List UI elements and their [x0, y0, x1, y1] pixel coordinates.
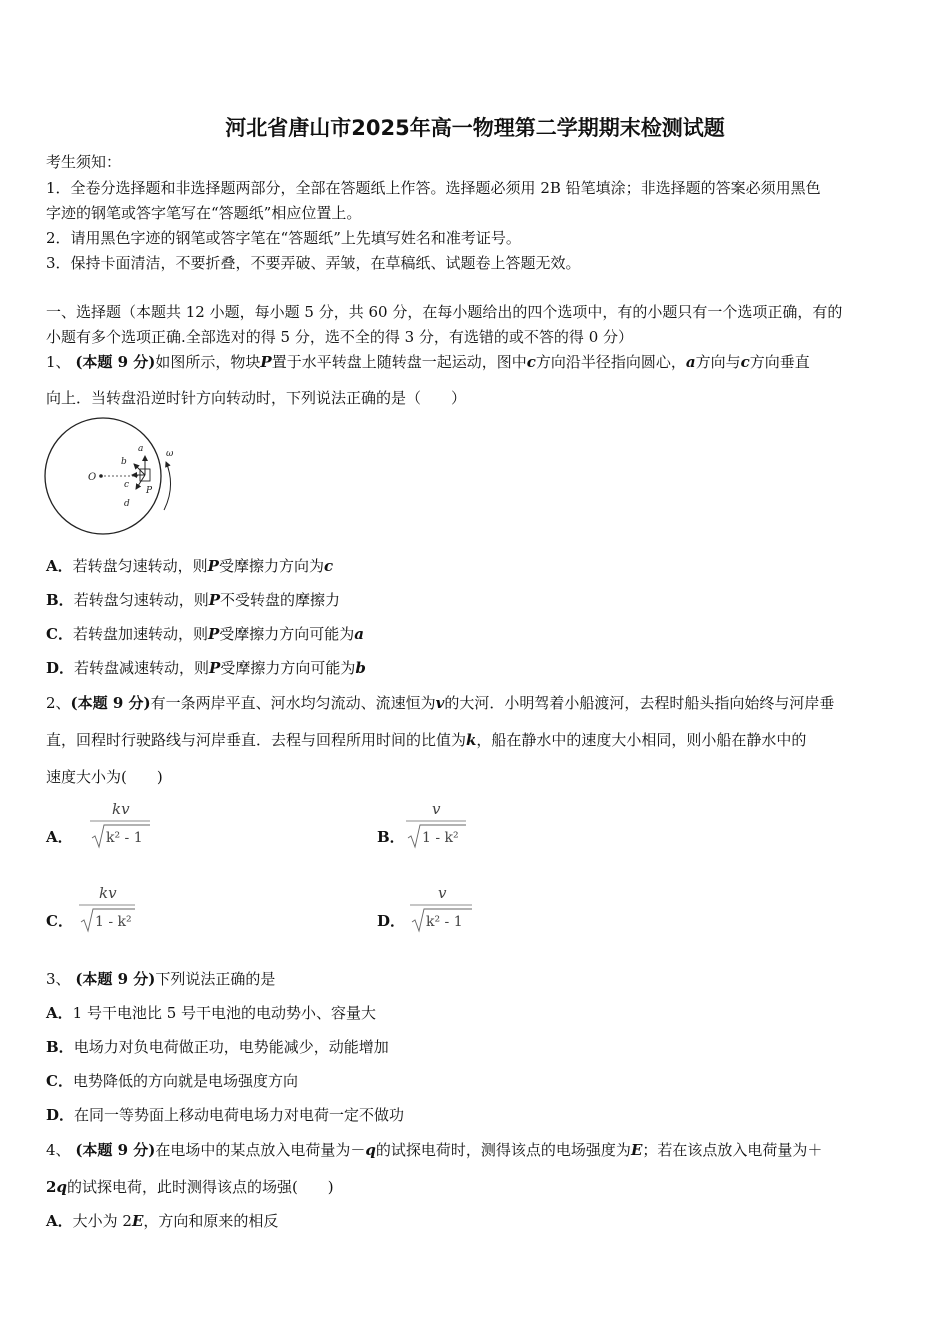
- q1-option-c: [46, 624, 364, 644]
- q2-text: 直，回程时行驶路线与河岸垂直．去程与回程所用时间的比值为: [46, 731, 467, 749]
- q1-var-a: a: [685, 353, 696, 371]
- q1-text: 方向与: [695, 353, 741, 371]
- q2-option-c-label: C．: [46, 912, 73, 930]
- fraction-denominator: k² - 1: [426, 914, 463, 930]
- option-var: P: [207, 625, 220, 643]
- option-label: B．: [46, 591, 74, 609]
- q2-option-c-fraction: [79, 884, 141, 936]
- q2-option-b-fraction: [406, 800, 468, 852]
- q4-text: 的试探电荷，此时测得该点的场强( ): [66, 1178, 334, 1196]
- label-b: b: [121, 457, 127, 467]
- option-text: 电场力对负电荷做正功，电势能减少，动能增加: [73, 1038, 389, 1056]
- q2-text: 的大河．小明驾着小船渡河，去程时船头指向始终与河岸垂: [444, 694, 835, 712]
- option-text: 若转盘减速转动，则: [74, 659, 210, 677]
- fraction-numerator: v: [432, 800, 441, 818]
- q2-option-a-fraction: [90, 800, 152, 852]
- q1-var-p: P: [260, 353, 272, 371]
- q4-coefficient: 2: [46, 1178, 57, 1196]
- option-text: 电势降低的方向就是电场强度方向: [72, 1072, 298, 1090]
- notice-item-1-cont: 字迹的钢笔或答字笔写在“答题纸”相应位置上。: [46, 204, 362, 222]
- q4-var-q: q: [56, 1178, 67, 1196]
- rotation-arrow: [164, 462, 171, 510]
- q4-option-a: [46, 1211, 278, 1231]
- option-label: C．: [46, 1072, 73, 1090]
- option-var: P: [207, 557, 219, 575]
- option-label: C．: [46, 625, 73, 643]
- option-text: 不受转盘的摩擦力: [219, 591, 340, 609]
- q3-option-c: [46, 1071, 298, 1091]
- q3-stem: [46, 969, 275, 989]
- q1-option-a: [46, 556, 333, 576]
- notice-heading: 考生须知：: [46, 153, 122, 171]
- q1-turntable-figure: [40, 414, 190, 540]
- option-text: 1 号干电池比 5 号干电池的电动势小、容量大: [72, 1004, 377, 1022]
- option-var: P: [209, 659, 221, 677]
- q1-option-d: [46, 658, 366, 678]
- option-label: A．: [46, 557, 73, 575]
- q1-number: 1、: [46, 353, 71, 371]
- q3-option-a: [46, 1003, 376, 1023]
- q1-text: 方向沿半径指向圆心，: [535, 353, 686, 371]
- center-dot: [99, 474, 103, 478]
- arrow-d: [136, 475, 145, 489]
- q2-option-d-fraction: [410, 884, 476, 936]
- option-label: D．: [46, 1106, 75, 1124]
- label-p: P: [146, 486, 153, 496]
- q1-text: 如图所示，物块: [155, 353, 261, 371]
- page-title: 河北省唐山市2025年高一物理第二学期期末检测试题: [225, 116, 725, 140]
- section-header-line-1: 一、选择题（本题共 12 小题，每小题 5 分，共 60 分，在每小题给出的四个选项中，有的小题只有一个选项正确，有的: [46, 303, 843, 321]
- fraction-denominator: 1 - k²: [422, 830, 459, 846]
- option-label: A．: [46, 1212, 73, 1230]
- option-text: 受摩擦力方向可能为: [220, 659, 356, 677]
- q2-var-k: k: [466, 731, 477, 749]
- option-label: B．: [46, 1038, 74, 1056]
- fraction-numerator: v: [438, 884, 447, 902]
- option-label: D．: [46, 659, 75, 677]
- label-d: d: [124, 499, 130, 509]
- q2-stem-line-3: 速度大小为( ): [46, 768, 163, 786]
- q1-stem-line-1: [46, 352, 810, 372]
- q3-option-d: [46, 1105, 404, 1125]
- q2-number: 2、: [46, 694, 71, 712]
- q2-score: (本题 9 分): [70, 694, 151, 712]
- q4-number: 4、: [46, 1141, 71, 1159]
- q1-option-b: [46, 590, 340, 610]
- option-text: ，方向和原来的相反: [143, 1212, 279, 1230]
- q1-text: 置于水平转盘上随转盘一起运动，图中: [271, 353, 527, 371]
- option-label: A．: [46, 1004, 73, 1022]
- q4-stem-line-1: [46, 1140, 822, 1160]
- option-text: 若转盘匀速转动，则: [73, 591, 209, 609]
- option-text: 若转盘匀速转动，则: [72, 557, 208, 575]
- option-var: E: [131, 1212, 144, 1230]
- option-text: 大小为 2: [72, 1212, 132, 1230]
- option-text: 在同一等势面上移动电荷电场力对电荷一定不做功: [74, 1106, 405, 1124]
- notice-item-1: 1．全卷分选择题和非选择题两部分，全部在答题纸上作答。选择题必须用 2B 铅笔填涂；非选择题的答案必须用黑色: [46, 179, 821, 197]
- q4-var-q: q: [365, 1141, 376, 1159]
- notice-item-2: 2．请用黑色字迹的钢笔或答字笔在“答题纸”上先填写姓名和准考证号。: [46, 229, 521, 247]
- option-var: P: [208, 591, 220, 609]
- q2-text: 有一条两岸平直、河水均匀流动、流速恒为: [150, 694, 436, 712]
- label-a: a: [138, 444, 144, 454]
- q1-stem-line-2: 向上．当转盘沿逆时针方向转动时，下列说法正确的是（ ）: [46, 389, 467, 407]
- q4-text: 的试探电荷时，测得该点的电场强度为: [375, 1141, 631, 1159]
- option-text: 若转盘加速转动，则: [72, 625, 208, 643]
- fraction-denominator: 1 - k²: [95, 914, 132, 930]
- fraction-denominator: k² - 1: [106, 830, 143, 846]
- arrow-b: [134, 464, 145, 475]
- q2-text: ，船在静水中的速度大小相同，则小船在静水中的: [476, 731, 807, 749]
- q3-number: 3、: [46, 970, 71, 988]
- q4-score: (本题 9 分): [75, 1141, 156, 1159]
- q1-var-c: c: [526, 353, 536, 371]
- label-c: c: [124, 480, 130, 490]
- label-omega: ω: [166, 449, 174, 459]
- q4-var-e: E: [630, 1141, 643, 1159]
- option-text: 受摩擦力方向为: [218, 557, 324, 575]
- label-o: O: [88, 472, 97, 483]
- option-var: a: [354, 625, 364, 643]
- q2-stem-line-2: [46, 730, 806, 750]
- fraction-numerator: kv: [99, 884, 117, 902]
- q4-text: 在电场中的某点放入电荷量为－: [155, 1141, 366, 1159]
- notice-item-3: 3．保持卡面清洁，不要折叠，不要弄破、弄皱，在草稿纸、试题卷上答题无效。: [46, 254, 581, 272]
- option-text: 受摩擦力方向可能为: [219, 625, 355, 643]
- q4-text: ；若在该点放入电荷量为＋: [642, 1141, 823, 1159]
- option-var: c: [323, 557, 334, 575]
- q2-option-a-label: A．: [46, 828, 73, 846]
- q1-var-c: c: [740, 353, 750, 371]
- q1-score: (本题 9 分): [75, 353, 156, 371]
- q2-stem-line-1: [46, 693, 834, 713]
- q3-score: (本题 9 分): [75, 970, 156, 988]
- section-header-line-2: 小题有多个选项正确.全部选对的得 5 分，选不全的得 3 分，有选错的或不答的得 0 分）: [46, 328, 634, 346]
- q2-option-b-label: B．: [377, 828, 405, 846]
- q3-option-b: [46, 1037, 389, 1057]
- q2-option-d-label: D．: [377, 912, 406, 930]
- fraction-numerator: kv: [112, 800, 130, 818]
- option-var: b: [355, 659, 366, 677]
- q4-stem-line-2: [46, 1177, 334, 1197]
- q1-text: 方向垂直: [749, 353, 810, 371]
- q3-text: 下列说法正确的是: [155, 970, 276, 988]
- turntable-circle: [45, 418, 161, 534]
- q2-var-v: v: [435, 694, 445, 712]
